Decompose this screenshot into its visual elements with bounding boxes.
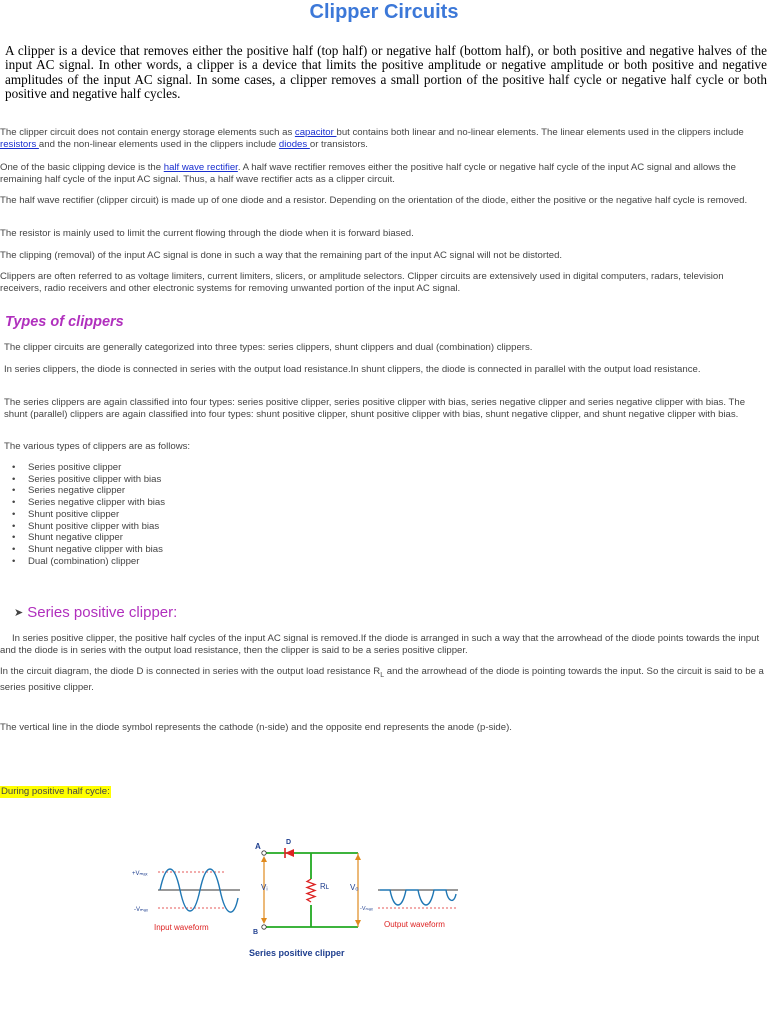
list-item-label: Shunt positive clipper with bias [28, 520, 160, 532]
clipper-types-list [12, 462, 165, 567]
list-item [12, 544, 165, 556]
vo-arrow-head-bottom [355, 920, 361, 926]
bullet-icon: • [12, 520, 16, 532]
label-a: A [255, 842, 261, 851]
section-heading-series-positive: ➤ Series positive clipper: [14, 604, 178, 621]
paragraph-clipping-removal: The clipping (removal) of the input AC signal is done in such a way that the remaining part of the input AC signal will not be distorted. [0, 250, 563, 261]
link-resistors[interactable]: resistors [0, 138, 39, 150]
output-waveform-caption: Output waveform [384, 920, 445, 929]
label-vmax-neg: -Vₘₐₓ [134, 907, 148, 913]
list-item-label: Shunt negative clipper [28, 532, 123, 544]
list-item [12, 521, 165, 533]
list-item [12, 485, 165, 497]
paragraph-series-positive-desc: In series positive clipper, the positive half cycles of the input AC signal is removed.If the diode is arranged in such a way that the arrowhead of the diode points towards the input and the diode is in series with the output load resistance, then the clipper is said to be a series positive clipper. [0, 633, 760, 656]
section-heading-types: Types of clippers [5, 314, 124, 330]
paragraph-types-categories: The clipper circuits are generally categorized into three types: series clippers, shunt clippers and dual (combination) clippers. [4, 342, 533, 353]
paragraph-classification: The series clippers are again classified into four types: series positive clipper, series positive clipper with bias, series negative clipper and series negative clipper with bias. The shunt (parallel) clippers are again classified into four types: shunt positive clipper, shunt positive clipper with bias, shunt negative clipper, and shunt negative clipper with bias. [4, 397, 746, 420]
terminal-a [262, 851, 266, 855]
paragraph-resistor-role: The resistor is mainly used to limit the current flowing through the diode when it is forward biased. [0, 228, 414, 239]
bullet-icon: • [12, 485, 16, 497]
output-waveform [380, 890, 456, 905]
bullet-icon: • [12, 532, 16, 544]
paragraph-energy-storage: The clipper circuit does not contain energy storage elements such as capacitor but contains both linear and no-linear elements. The linear elements used in the clippers include resistors and the non-linear elements used in the clippers include diodes or transistors. [0, 127, 744, 150]
vi-arrow-head-bottom [261, 918, 267, 924]
vo-arrow-head-top [355, 854, 361, 860]
paragraph-circuit-diagram-desc: In the circuit diagram, the diode D is connected in series with the output load resistance $R_L$ and the arrowhead of the diode is pointing towards the input. So the circuit is said to be a series positive clipper. [0, 666, 764, 693]
label-b: B [253, 929, 259, 936]
list-item-label: Series negative clipper with bias [28, 497, 166, 509]
input-waveform-caption: Input waveform [154, 923, 209, 932]
label-d: D [286, 839, 292, 846]
paragraph-applications: Clippers are often referred to as voltage limiters, current limiters, slicers, or amplitude selectors. Clipper circuits are extensively used in digital computers, radars, television receivers, radio receivers and other electronic systems for removing unwanted portion of the input AC signal. [0, 271, 724, 294]
resistor-symbol [307, 879, 315, 902]
intro-paragraph: A clipper is a device that removes either the positive half (top half) or negative half (bottom half), or both positive and negative halves of the input AC signal. In other words, a clipper is a device that limits the positive amplitude or negative amplitude or both positive and negative amplitudes of the input AC signal. In some cases, a clipper removes a small portion of the positive half cycle or negative half cycle or both positive and negative half cycles. [5, 43, 767, 102]
list-item-label: Series positive clipper [28, 462, 122, 473]
label-vmax-pos: +Vₘₐₓ [132, 871, 148, 877]
list-item [12, 509, 165, 521]
terminal-b [262, 925, 266, 929]
link-half-wave-rectifier[interactable]: half wave rectifier [163, 162, 238, 173]
bullet-icon: • [12, 473, 16, 485]
list-item [12, 474, 165, 486]
input-waveform [160, 869, 238, 912]
list-item-label: Shunt positive clipper [28, 508, 120, 520]
list-item-label: Shunt negative clipper with bias [28, 543, 163, 555]
list-item-label: Series positive clipper with bias [28, 473, 162, 485]
link-diodes[interactable]: diodes [278, 138, 310, 150]
series-positive-clipper-diagram [128, 832, 468, 964]
page-title: Clipper Circuits [309, 1, 459, 23]
highlighted-label: During positive half cycle: [1, 786, 110, 797]
label-vmax-out: -Vₘₐₓ [360, 906, 373, 912]
paragraph-diode-resistor: The half wave rectifier (clipper circuit) is made up of one diode and a resistor. Depending on the orientation of the diode, either the positive or the negative half cycle is removed. [0, 195, 748, 206]
diode-symbol [285, 849, 294, 857]
list-item [12, 497, 165, 509]
paragraph-series-shunt: In series clippers, the diode is connected in series with the output load resistance.In shunt clippers, the diode is connected in parallel with the output load resistance. [4, 364, 701, 375]
list-item [12, 462, 165, 474]
list-item-label: Dual (combination) clipper [28, 555, 140, 567]
label-rl: Rʟ [320, 882, 330, 891]
bullet-icon: • [12, 462, 16, 473]
bullet-icon: • [12, 497, 16, 509]
paragraph-various-types: The various types of clippers are as follows: [4, 441, 191, 452]
list-item [12, 556, 165, 568]
paragraph-diode-symbol: The vertical line in the diode symbol represents the cathode (n-side) and the opposite end represents the anode (p-side). [0, 722, 512, 733]
label-vi: Vᵢ [261, 883, 268, 892]
list-item [12, 532, 165, 544]
bullet-icon: • [12, 508, 16, 520]
arrow-bullet-icon: ➤ [14, 607, 24, 619]
diagram-caption: Series positive clipper [249, 948, 345, 958]
bullet-icon: • [12, 543, 16, 555]
link-capacitor[interactable]: capacitor [294, 127, 337, 138]
vi-arrow-head-top [261, 856, 267, 862]
label-vo: Vₒ [350, 883, 359, 892]
bullet-icon: • [12, 555, 16, 567]
list-item-label: Series negative clipper [28, 485, 126, 497]
paragraph-half-wave: One of the basic clipping device is the half wave rectifier. A half wave rectifier removes either the positive half cycle or negative half cycle of the input AC signal and allows the remaining half cycle of the input AC signal. Thus, a half wave rectifier acts as a clipper circuit. [0, 162, 736, 185]
